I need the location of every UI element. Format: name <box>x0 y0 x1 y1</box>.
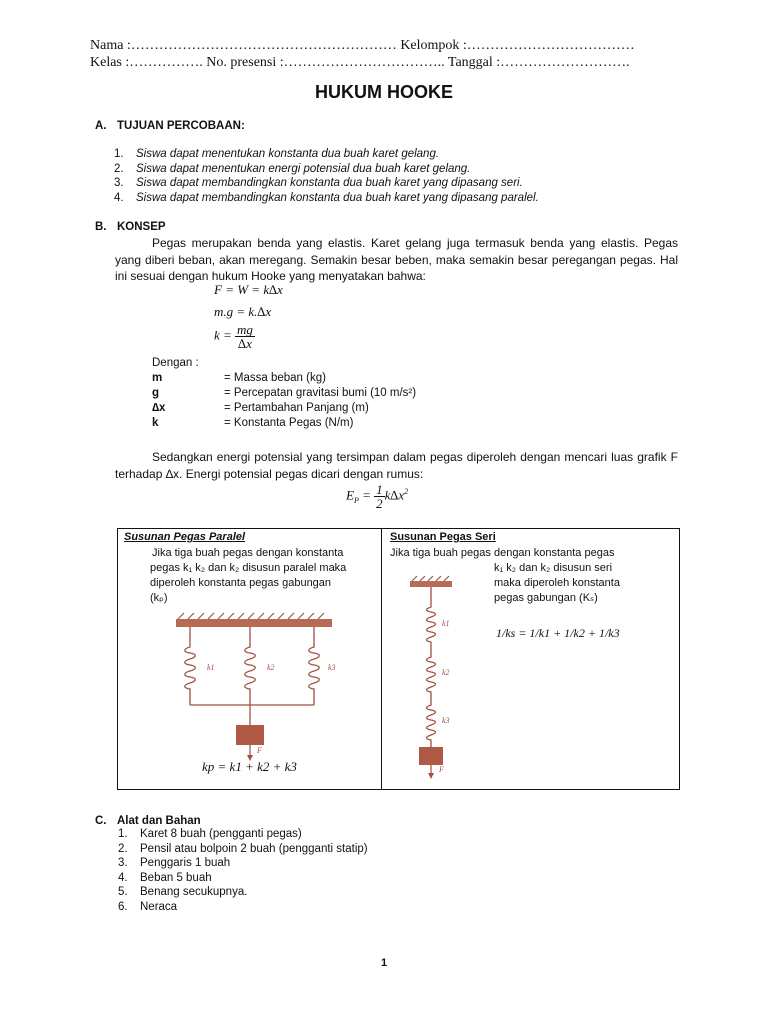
list-item: 2. Pensil atau bolpoin 2 buah (pengganti statip) <box>118 842 368 855</box>
energy-paragraph: Sedangkan energi potensial yang tersimpan dalam pegas diperoleh dengan mencari luas grafik F terhadap ∆x. Energi potensial pegas dicari dengan rumus: <box>115 450 678 481</box>
series-formula: 1/ks = 1/k1 + 1/k2 + 1/k3 <box>496 626 620 640</box>
series-label-force: F <box>439 765 444 774</box>
parallel-spring-diagram <box>118 529 381 789</box>
variable-row: g = Percepatan gravitasi bumi (10 m/s²) <box>152 387 417 399</box>
section-b-letter: B. <box>95 221 107 233</box>
series-ceiling-hatch <box>412 576 449 581</box>
header-name-line: Nama :………………………………………………… Kelompok :……………………………… <box>90 38 635 53</box>
section-a-letter: A. <box>95 120 107 132</box>
parallel-description: Jika tiga buah pegas dengan konstanta pegas k₁ k₂ dan k₂ disusun paralel maka diperoleh konstanta pegas gabungan (kₚ) <box>150 547 347 604</box>
series-label-k3: k3 <box>442 716 450 725</box>
materials-list <box>118 827 368 914</box>
formula-k: k = $\frac{mg}{\Delta x}$ <box>214 322 253 351</box>
list-item: 4. Beban 5 buah <box>118 871 212 884</box>
section-c-heading <box>95 815 201 827</box>
list-item: 6. Neraca <box>118 900 178 913</box>
label-k2: k2 <box>267 663 275 672</box>
list-item: 5. Benang secukupnya. <box>118 886 248 898</box>
parallel-title: Susunan Pegas Paralel <box>124 531 246 543</box>
series-force-arrowhead <box>428 773 434 779</box>
label-k3: k3 <box>328 663 336 672</box>
series-label-k2: k2 <box>442 668 450 677</box>
list-item: 4. Siswa dapat membandingkan konstanta dua buah karet yang dipasang paralel. <box>114 191 539 204</box>
spring-k3 <box>309 627 320 705</box>
spring-arrangement-table <box>117 528 680 790</box>
formula-weight: m.g = k.∆x <box>214 304 272 319</box>
list-item: 3. Penggaris 1 buah <box>118 857 231 869</box>
list-item: 2. Siswa dapat menentukan energi potensial dua buah karet gelang. <box>114 162 471 175</box>
series-ceiling <box>410 581 452 587</box>
variable-row: ∆x = Pertambahan Panjang (m) <box>152 402 369 414</box>
page-number: 1 <box>380 957 388 969</box>
series-label-k1: k1 <box>442 619 450 628</box>
section-b-title: KONSEP <box>117 221 166 233</box>
series-springs <box>427 587 436 747</box>
list-item: 3. Siswa dapat membandingkan konstanta dua buah karet yang dipasang seri. <box>114 177 523 189</box>
variable-legend <box>152 356 416 431</box>
formula-energy: $E_P$ = $\frac{1}{2}$ $k\Delta x^2$ <box>346 482 409 511</box>
list-item: 1. Karet 8 buah (pengganti pegas) <box>118 828 302 840</box>
label-k1: k1 <box>207 663 215 672</box>
section-c-title: Alat dan Bahan <box>117 815 201 827</box>
section-a-title: TUJUAN PERCOBAAN: <box>117 120 245 132</box>
spring-k1 <box>185 627 196 705</box>
page-title: HUKUM HOOKE <box>315 82 453 102</box>
series-mass <box>419 747 443 765</box>
ceiling-hatch <box>178 613 324 619</box>
section-b-heading <box>95 221 166 233</box>
series-description: Jika tiga buah pegas dengan konstanta pegas k₁ k₂ dan k₂ disusun seri maka diperoleh konstanta pegas gabungan (Kₛ) <box>390 547 620 604</box>
variable-row: m = Massa beban (kg) <box>152 372 326 384</box>
section-c-letter: C. <box>95 815 107 827</box>
dengan-label: Dengan : <box>152 357 199 369</box>
series-title: Susunan Pegas Seri <box>390 531 496 543</box>
parallel-ceiling <box>176 619 332 627</box>
series-spring-diagram <box>382 529 678 789</box>
objectives-list <box>114 147 539 205</box>
header-class-line: Kelas :……………. No. presensi :…………………………….. Tanggal :………………………. <box>90 55 630 70</box>
list-item: 1. Siswa dapat menentukan konstanta dua buah karet gelang. <box>114 148 440 160</box>
parallel-formula: kp = k1 + k2 + k3 <box>202 759 297 774</box>
label-force: F <box>257 746 262 755</box>
section-a-heading <box>95 120 245 132</box>
parallel-mass <box>236 725 264 745</box>
formula-hooke: F = W = k∆x <box>214 282 283 297</box>
concept-paragraph: Pegas merupakan benda yang elastis. Karet gelang juga termasuk benda yang elastis. Pegas yang diberi beban, akan meregang. Semakin besar beben, maka semakin besar peregangan pegas. Hal ini sesuai dengan hukum Hooke yang menyatakan bahwa: <box>115 236 678 283</box>
variable-row: k = Konstanta Pegas (N/m) <box>152 417 354 429</box>
spring-k2 <box>245 627 256 705</box>
